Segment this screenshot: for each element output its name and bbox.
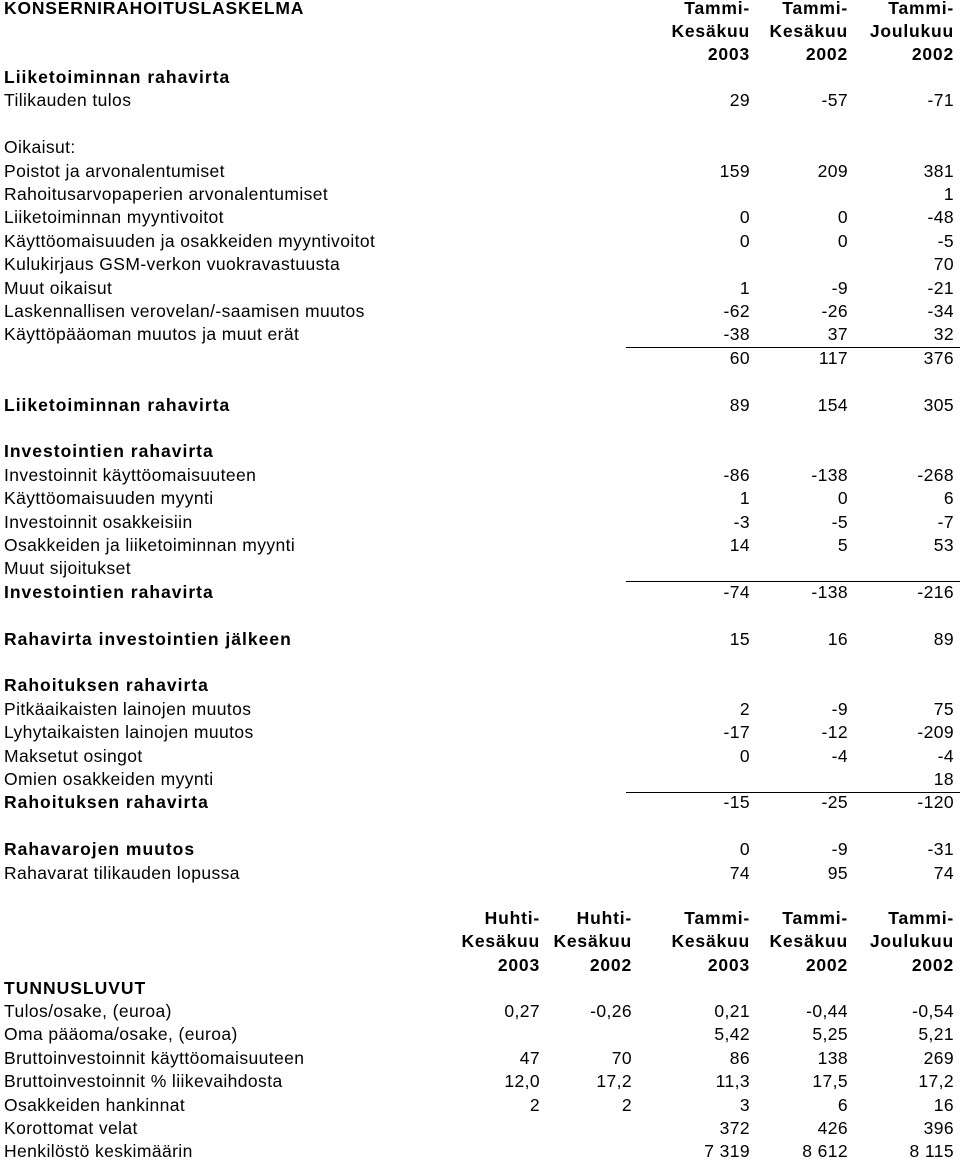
value-cell: -21 (927, 277, 954, 298)
table-row (0, 160, 960, 183)
table-row (0, 183, 960, 206)
table-row (0, 300, 960, 323)
value-cell: 86 (729, 1047, 750, 1068)
value-cell: 117 (818, 347, 848, 368)
value-cell: 14 (729, 535, 750, 555)
value-cell: -74 (723, 581, 750, 602)
column-header: 2002 (911, 954, 954, 975)
row-label: Kulukirjaus GSM-verkon vuokravastuusta (4, 254, 341, 275)
table-row (0, 674, 960, 697)
row-label: Korottomat velat (4, 1118, 138, 1138)
column-header: Huhti- (576, 908, 632, 928)
row-label: Maksetut osingot (4, 745, 143, 766)
row-label: Rahavirta investointien jälkeen (4, 628, 292, 649)
column-header: Kesäkuu (769, 931, 848, 952)
table-row (0, 721, 960, 744)
value-cell: 17,5 (812, 1071, 848, 1092)
value-cell: 74 (933, 862, 954, 883)
value-cell: -57 (821, 90, 848, 111)
value-cell: -71 (927, 90, 954, 111)
header-line (0, 907, 960, 930)
row-label: Rahavarojen muutos (4, 839, 196, 860)
value-cell: 8 115 (909, 1141, 954, 1162)
row-label: Oikaisut: (4, 137, 76, 158)
value-cell: 305 (923, 394, 954, 415)
value-cell: 1 (739, 277, 750, 298)
column-header: 2002 (589, 954, 632, 975)
value-cell: 16 (827, 628, 848, 649)
table-row (0, 464, 960, 487)
table-row (0, 791, 960, 814)
table-row (0, 581, 960, 604)
row-label: Pitkäaikaisten lainojen muutos (4, 698, 252, 719)
value-cell: 2 (739, 698, 750, 719)
row-label: Henkilöstö keskimäärin (4, 1141, 193, 1162)
value-cell: 6 (837, 1094, 848, 1115)
value-cell: 0 (739, 207, 750, 228)
value-cell: -7 (937, 511, 954, 532)
row-label: Tulos/osake, (euroa) (4, 1001, 172, 1021)
value-cell: -9 (831, 698, 848, 719)
column-header: Huhti- (484, 908, 540, 928)
value-cell: 53 (933, 535, 954, 555)
table-row (0, 113, 960, 136)
table-row (0, 534, 960, 557)
column-header: Kesäkuu (769, 21, 848, 41)
header-line (0, 0, 960, 20)
value-cell: 3 (739, 1094, 750, 1115)
value-cell: 37 (827, 324, 848, 345)
column-header: Kesäkuu (461, 931, 540, 952)
value-cell: 95 (827, 862, 848, 883)
row-label: Investointien rahavirta (4, 581, 214, 602)
value-cell: -15 (723, 792, 750, 813)
row-label: Liiketoiminnan myyntivoitot (4, 207, 224, 228)
value-cell: 396 (923, 1118, 954, 1138)
value-cell: 5 (837, 535, 848, 555)
value-cell: 32 (933, 324, 954, 345)
value-cell: 0,27 (504, 1001, 540, 1021)
value-cell: 7 319 (704, 1141, 750, 1162)
table-row (0, 557, 960, 580)
value-cell: 17,2 (918, 1071, 954, 1092)
kpi-row (0, 1140, 960, 1163)
table-row (0, 417, 960, 440)
value-cell: 6 (943, 488, 954, 509)
table-row (0, 604, 960, 627)
value-cell: 159 (719, 160, 750, 181)
value-cell: -138 (811, 581, 848, 602)
value-cell: 0 (739, 230, 750, 251)
value-cell: -26 (821, 301, 848, 321)
row-label: Bruttoinvestoinnit käyttöomaisuuteen (4, 1047, 305, 1068)
column-header: Joulukuu (869, 21, 954, 41)
column-header: Kesäkuu (553, 931, 632, 952)
value-cell: -25 (821, 792, 848, 813)
kpi-row (0, 1117, 960, 1140)
value-cell: 11,3 (715, 1071, 750, 1092)
row-label: Käyttöomaisuuden ja osakkeiden myyntivoitot (4, 230, 376, 251)
header-line (0, 20, 960, 43)
value-cell: -0,44 (806, 1001, 848, 1021)
value-cell: -0,26 (590, 1001, 632, 1021)
header-line (0, 954, 960, 977)
table-row (0, 66, 960, 89)
value-cell: 15 (729, 628, 750, 649)
table-row (0, 136, 960, 159)
table-row (0, 206, 960, 229)
value-cell: -4 (937, 745, 954, 766)
value-cell: -268 (917, 464, 954, 485)
value-cell: 89 (729, 394, 750, 415)
table-row (0, 253, 960, 276)
row-label: Investoinnit käyttöomaisuuteen (4, 464, 257, 485)
value-cell: 2 (529, 1094, 540, 1115)
row-label: Liiketoiminnan rahavirta (4, 394, 231, 415)
row-label: Rahoitusarvopaperien arvonalentumiset (4, 184, 329, 204)
value-cell: 75 (933, 698, 954, 719)
value-cell: 18 (933, 769, 954, 789)
row-label: Tilikauden tulos (4, 90, 132, 111)
value-cell: -209 (917, 722, 954, 743)
value-cell: 1 (739, 488, 750, 509)
table-row (0, 745, 960, 768)
table-row (0, 370, 960, 393)
column-header: 2003 (707, 954, 750, 975)
value-cell: 17,2 (596, 1071, 632, 1092)
value-cell: 74 (729, 862, 750, 883)
table-row (0, 862, 960, 885)
column-header: 2002 (911, 44, 954, 64)
kpi-title: TUNNUSLUVUT (4, 978, 147, 998)
value-cell: -3 (733, 511, 750, 532)
table-row (0, 347, 960, 370)
row-label: Muut oikaisut (4, 277, 113, 298)
column-header: 2002 (805, 954, 848, 975)
value-cell: -9 (831, 277, 848, 298)
kpi-row (0, 1023, 960, 1046)
table-row (0, 277, 960, 300)
column-header: Tammi- (888, 908, 954, 928)
row-label: Lyhytaikaisten lainojen muutos (4, 722, 254, 743)
value-cell: -0,54 (912, 1001, 954, 1021)
kpi-row (0, 1070, 960, 1093)
column-header: Tammi- (684, 908, 750, 928)
value-cell: 269 (923, 1047, 954, 1068)
value-cell: 0 (739, 839, 750, 860)
value-cell: 60 (729, 347, 750, 368)
value-cell: 1 (943, 184, 954, 204)
value-cell: -86 (723, 464, 750, 485)
value-cell: 0 (837, 230, 848, 251)
row-label: Muut sijoitukset (4, 558, 132, 579)
row-label: Osakkeiden hankinnat (4, 1094, 186, 1115)
value-cell: 0 (837, 488, 848, 509)
row-label: Rahavarat tilikauden lopussa (4, 862, 240, 883)
row-label: Liiketoiminnan rahavirta (4, 67, 231, 87)
row-label: Käyttöomaisuuden myynti (4, 488, 214, 509)
row-label: Investointien rahavirta (4, 441, 214, 462)
table-row (0, 89, 960, 112)
value-cell: 372 (719, 1118, 750, 1138)
column-header: Kesäkuu (671, 21, 750, 41)
table-row (0, 698, 960, 721)
value-cell: 47 (519, 1047, 540, 1068)
value-cell: -34 (927, 301, 954, 321)
value-cell: 16 (933, 1094, 954, 1115)
statement-title: KONSERNIRAHOITUSLASKELMA (4, 0, 305, 18)
value-cell: 8 612 (802, 1141, 848, 1162)
value-cell: 381 (923, 160, 954, 181)
row-label: Rahoituksen rahavirta (4, 792, 209, 813)
column-header: Tammi- (684, 0, 750, 18)
value-cell: -38 (723, 324, 750, 345)
value-cell: -138 (811, 464, 848, 485)
value-cell: -12 (821, 722, 848, 743)
value-cell: -62 (723, 301, 750, 321)
value-cell: -120 (917, 792, 954, 813)
row-label: Investoinnit osakkeisiin (4, 511, 193, 532)
table-row (0, 815, 960, 838)
kpi-row (0, 1047, 960, 1070)
row-label: Bruttoinvestoinnit % liikevaihdosta (4, 1071, 283, 1092)
value-cell: 12,0 (504, 1071, 540, 1092)
value-cell: 89 (933, 628, 954, 649)
value-cell: 426 (817, 1118, 848, 1138)
table-row (0, 230, 960, 253)
table-row (0, 323, 960, 346)
column-header: Tammi- (888, 0, 954, 18)
row-label: Omien osakkeiden myynti (4, 769, 214, 789)
column-header: 2003 (497, 954, 540, 975)
value-cell: 5,21 (918, 1024, 954, 1045)
row-label: Rahoituksen rahavirta (4, 675, 209, 696)
value-cell: 0 (739, 745, 750, 766)
header-line (0, 930, 960, 953)
row-label: Poistot ja arvonalentumiset (4, 160, 225, 181)
value-cell: -17 (723, 722, 750, 743)
header-line (0, 43, 960, 66)
column-header: Tammi- (782, 0, 848, 18)
value-cell: -48 (927, 207, 954, 228)
column-header: 2003 (707, 44, 750, 64)
column-header: Kesäkuu (671, 931, 750, 952)
table-row (0, 838, 960, 861)
table-row (0, 511, 960, 534)
value-cell: 5,25 (812, 1024, 848, 1045)
column-header: Tammi- (782, 908, 848, 928)
column-header: Joulukuu (869, 931, 954, 952)
value-cell: -216 (917, 581, 954, 602)
value-cell: 29 (729, 90, 750, 111)
value-cell: 5,42 (714, 1024, 750, 1045)
value-cell: -31 (927, 839, 954, 860)
value-cell: 209 (817, 160, 848, 181)
row-label: Oma pääoma/osake, (euroa) (4, 1024, 238, 1045)
value-cell: 376 (923, 347, 954, 368)
value-cell: 70 (933, 254, 954, 275)
table-row (0, 628, 960, 651)
value-cell: 138 (817, 1047, 848, 1068)
row-label: Laskennallisen verovelan/-saamisen muutos (4, 301, 365, 321)
row-label: Osakkeiden ja liiketoiminnan myynti (4, 535, 296, 555)
value-cell: -5 (937, 230, 954, 251)
column-header: 2002 (805, 44, 848, 64)
value-cell: 2 (621, 1094, 632, 1115)
table-row (0, 651, 960, 674)
kpi-title-row (0, 977, 960, 1000)
table-row (0, 394, 960, 417)
value-cell: 0 (837, 207, 848, 228)
kpi-row (0, 1000, 960, 1023)
kpi-row (0, 1094, 960, 1117)
table-row (0, 440, 960, 463)
value-cell: -9 (831, 839, 848, 860)
value-cell: -5 (831, 511, 848, 532)
value-cell: 70 (611, 1047, 632, 1068)
value-cell: -4 (831, 745, 848, 766)
table-row (0, 487, 960, 510)
row-label: Käyttöpääoman muutos ja muut erät (4, 324, 300, 345)
value-cell: 0,21 (714, 1001, 750, 1021)
value-cell: 154 (817, 394, 848, 415)
table-row (0, 768, 960, 791)
